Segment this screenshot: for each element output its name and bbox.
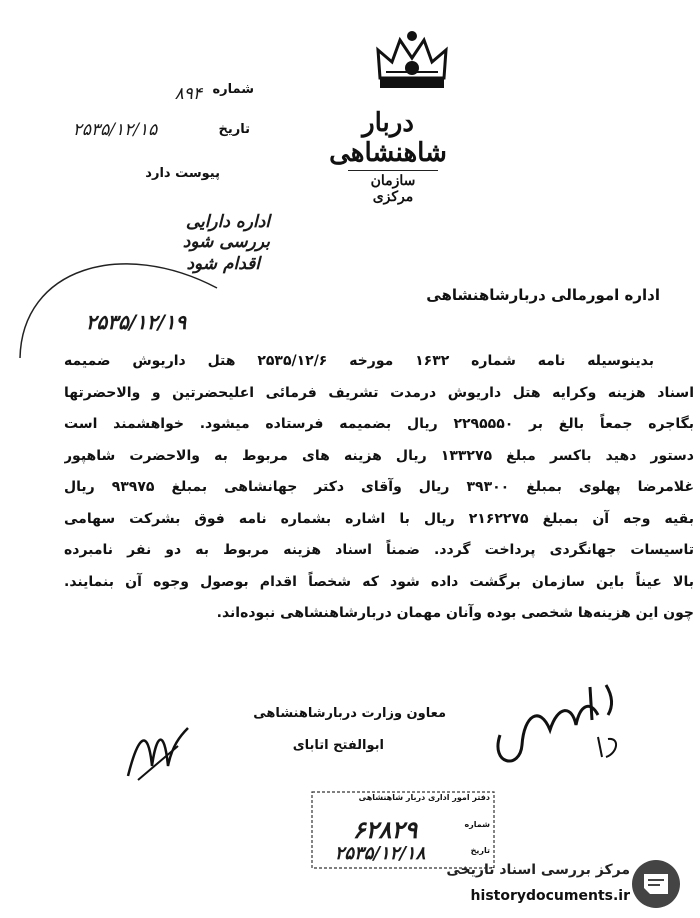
stamp-number-label: شماره bbox=[464, 820, 490, 829]
stamp-date: ۲۵۳۵/۱۲/۱۸ bbox=[334, 843, 426, 864]
body-line: چون این هزینه‌ها شخصی بوده وآنان مهمان دربارشاهنشاهی نبوده‌اند. bbox=[216, 605, 694, 621]
handwritten-note-1: اداره دارایی بررسی شود bbox=[182, 212, 270, 252]
crown-icon bbox=[372, 28, 452, 98]
watermark-url: historydocuments.ir bbox=[470, 888, 630, 904]
signature-scribble bbox=[118, 716, 198, 786]
body-line: بقیه وجه آن بمبلغ ۲۱۶۲۲۷۵ ریال با اشاره بشماره نامه فوق بشرکت سهامی bbox=[64, 510, 694, 527]
signatory-name: ابوالفتح اتابای bbox=[292, 738, 384, 753]
number-value: ۸۹۴ bbox=[174, 84, 202, 104]
body-line: تاسیسات جهانگردی پرداخت گردد. ضمناً اسناد هزینه مربوط به دو نفر نامبرده bbox=[64, 542, 694, 558]
letter-body bbox=[64, 346, 694, 630]
signatory-title: معاون وزارت دربارشاهنشاهی bbox=[253, 706, 446, 721]
handwritten-note-2: اقدام شود bbox=[186, 254, 260, 274]
number-label: شماره bbox=[212, 82, 254, 97]
archive-logo-icon bbox=[630, 858, 682, 910]
date-label: تاریخ bbox=[218, 122, 250, 137]
stamp-office-label: دفتر امور اداری دربار شاهنشاهی bbox=[358, 793, 490, 802]
letterhead-title: دربار شاهنشاهی bbox=[329, 108, 447, 168]
body-line: دستور دهید باکسر مبلغ ۱۳۳۲۷۵ ریال هزینه های مربوط به والاحضرت شاهپور bbox=[64, 447, 694, 464]
enclosure-label: پیوست دارد bbox=[145, 166, 220, 181]
handwritten-date: ۲۵۳۵/۱۲/۱۹ bbox=[85, 310, 187, 334]
recipient-line: اداره امورمالی دربارشاهنشاهی bbox=[426, 286, 660, 304]
date-value: ۲۵۳۵/۱۲/۱۵ bbox=[72, 120, 158, 140]
stamp-number: ۶۲۸۲۹ bbox=[352, 815, 418, 844]
body-line: اسناد هزینه وکرایه هتل داریوش درمدت تشریف فرمائی اعلیحضرتین و والاحضرتها bbox=[64, 384, 694, 401]
body-line: بدینوسیله نامه شماره ۱۶۳۲ مورخه ۲۵۳۵/۱۲/۶ هتل داریوش ضمیمه bbox=[64, 353, 654, 369]
watermark-text: مرکز بررسی اسناد تاریخی bbox=[446, 862, 630, 878]
body-line: بالا عیناً باین سازمان برگشت داده شود که شخصاً اقدام بوصول وجوه آن بنمایند. bbox=[64, 573, 694, 590]
letterhead-subtitle: سازمان مرکزی bbox=[348, 170, 438, 205]
handwritten-signature bbox=[480, 675, 630, 775]
stamp-date-label: تاریخ bbox=[470, 846, 490, 855]
body-line: بگاجره جمعاً بالغ بر ۲۲۹۵۵۵۰ ریال بضمیمه فرستاده میشود. خواهشمند است bbox=[64, 416, 694, 432]
body-line: غلامرضا پهلوی بمبلغ ۳۹۳۰۰ ریال وآقای دکتر جهانشاهی بمبلغ ۹۳۹۷۵ ریال bbox=[64, 479, 694, 495]
